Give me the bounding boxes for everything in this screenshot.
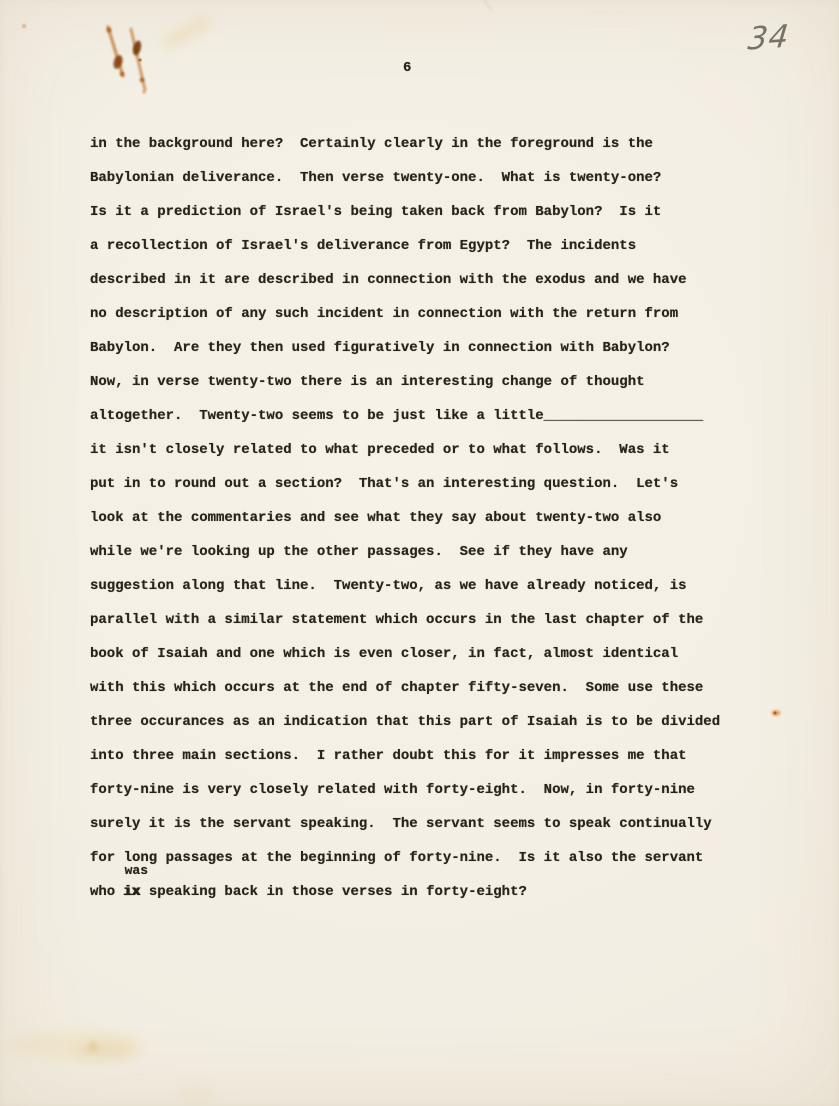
typed-line: with this which occurs at the end of chapter fifty-seven. Some use these	[90, 680, 704, 696]
rust-spot	[107, 28, 112, 33]
handwritten-page-number: 34	[746, 18, 792, 58]
typed-line: forty-nine is very closely related with forty-eight. Now, in forty-nine	[90, 782, 695, 798]
typed-line: while we're looking up the other passages. See if they have any	[90, 544, 628, 560]
bottom-smudge	[7, 1030, 143, 1060]
typed-line: a recollection of Israel's deliverance from Egypt? The incidents	[90, 238, 637, 254]
typed-line: Babylonian deliverance. Then verse twenty-one. What is twenty-one?	[90, 170, 662, 186]
typed-line: surely it is the servant speaking. The servant seems to speak continually	[90, 816, 712, 832]
typed-line: for long passages at the beginning of forty-nine. Is it also the servant	[90, 850, 704, 866]
typed-line-with-correction	[90, 863, 527, 909]
rust-spot	[138, 58, 141, 61]
inserted-word: was	[124, 863, 149, 878]
bottom-smudge-spot	[88, 1042, 98, 1052]
text-before-correction: who	[90, 884, 124, 900]
typed-correction	[123, 863, 149, 909]
typed-text-block	[90, 127, 790, 875]
typed-line: Now, in verse twenty-two there is an interesting change of thought	[90, 374, 645, 390]
typed-line: suggestion along that line. Twenty-two, as we have already noticed, is	[90, 578, 687, 594]
rust-spot	[143, 91, 146, 94]
typed-line: it isn't closely related to what preceded or to what follows. Was it	[90, 442, 670, 458]
typed-line: put in to round out a section? That's an interesting question. Let's	[90, 476, 679, 492]
typed-line: parallel with a similar statement which occurs in the last chapter of the	[90, 612, 704, 628]
struck-word: ix	[123, 884, 141, 900]
rust-streak	[108, 27, 123, 76]
rust-spot	[140, 78, 144, 82]
typed-line: Is it a prediction of Israel's being taken back from Babylon? Is it	[90, 204, 662, 220]
bottom-smudge	[73, 1041, 137, 1059]
typed-line: look at the commentaries and see what they say about twenty-two also	[90, 510, 662, 526]
typed-line: book of Isaiah and one which is even closer, in fact, almost identical	[90, 646, 679, 662]
typed-line: in the background here? Certainly clearly in the foreground is the	[90, 136, 653, 152]
typed-line: no description of any such incident in connection with the return from	[90, 306, 679, 322]
rust-streak	[131, 29, 145, 90]
typed-line: into three main sections. I rather doubt this for it impresses me that	[90, 748, 687, 764]
typed-page-number: 6	[403, 60, 412, 76]
rust-spot	[120, 72, 124, 76]
text-after-correction: speaking back in those verses in forty-eight?	[140, 884, 527, 900]
typed-line: altogether. Twenty-two seems to be just like a little___________________	[90, 408, 704, 424]
typed-line: described in it are described in connection with the exodus and we have	[90, 272, 687, 288]
rust-spot	[131, 40, 142, 56]
bottom-smudge	[176, 1087, 216, 1101]
typed-line: Babylon. Are they then used figuratively in connection with Babylon?	[90, 340, 670, 356]
rust-spot	[112, 54, 124, 70]
rust-speck	[22, 24, 26, 28]
tan-smudge	[165, 20, 208, 44]
typed-line: three occurances as an indication that this part of Isaiah is to be divided	[90, 714, 721, 730]
scratch-mark	[484, 0, 492, 10]
